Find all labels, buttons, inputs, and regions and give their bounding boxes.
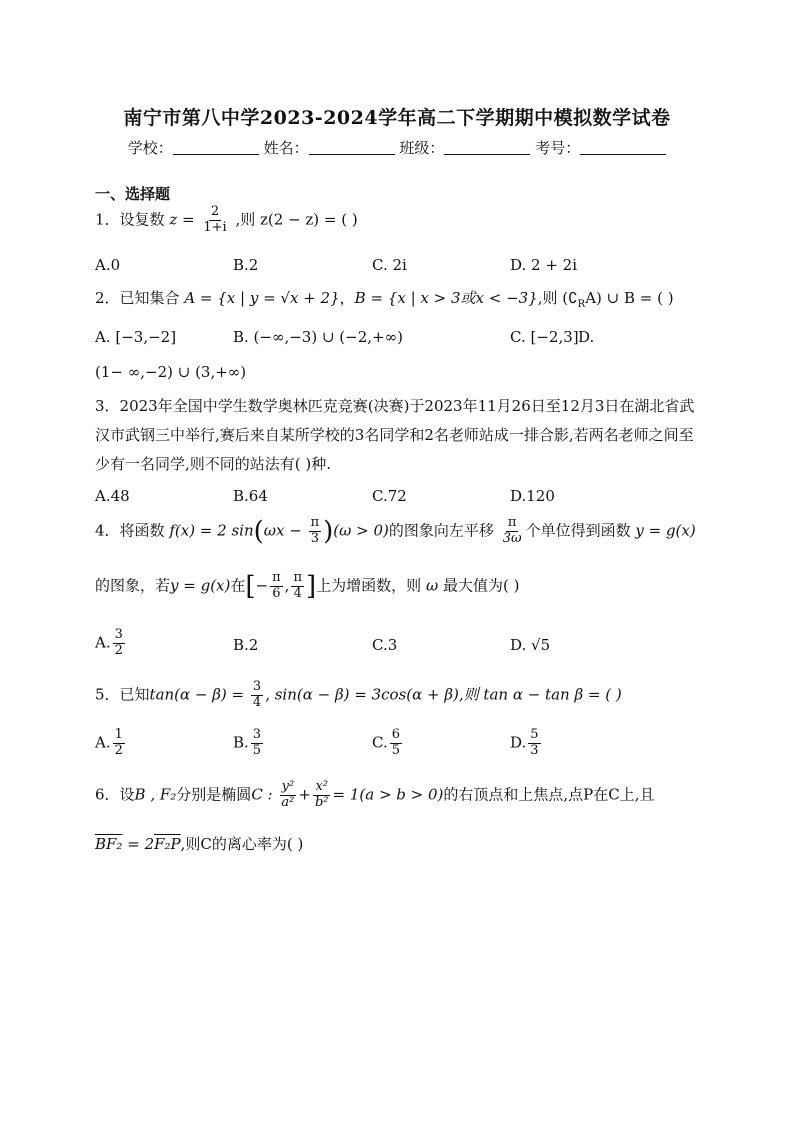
q5-opt-b-den: 5: [252, 742, 262, 758]
q4-p2: 的图象向左平移: [388, 521, 494, 540]
q5-opt-a-frac: [113, 728, 125, 759]
q3-option-a[interactable]: A.48: [95, 487, 130, 505]
q4-line2-b: 在: [230, 576, 246, 595]
q5-den: 4: [252, 694, 262, 710]
q5-opt-d-frac: [528, 728, 540, 759]
q5-opt-c-num: 6: [391, 727, 400, 742]
class-blank[interactable]: [444, 140, 530, 155]
q6-b2: b²: [314, 794, 329, 810]
q4-omega: ω: [425, 576, 439, 595]
q5-option-d[interactable]: [510, 728, 543, 759]
q6-cond: = 1(a > b > 0): [332, 785, 444, 804]
q3-options: [95, 487, 695, 509]
question-5: [95, 680, 622, 711]
q6-b-f2: B , F₂: [134, 785, 177, 804]
q3-option-b[interactable]: B.64: [233, 487, 268, 505]
q5-option-b[interactable]: [233, 728, 265, 759]
school-blank[interactable]: [173, 140, 259, 155]
q5-option-c[interactable]: [372, 728, 404, 759]
q4-opt-a-num: 3: [114, 627, 123, 642]
q2-option-d[interactable]: D.: [578, 328, 595, 346]
q5-opt-a-num: 1: [114, 727, 123, 742]
q5-opt-b-label: B.: [233, 733, 249, 752]
q5-option-a[interactable]: [95, 728, 127, 759]
q5-num: 3: [252, 679, 262, 694]
q5-p3: ,则 tan α − tan β = ( ): [458, 685, 622, 704]
q4-int-b: [291, 571, 304, 602]
q6-vec-f2p: F₂P: [154, 835, 181, 853]
q4-option-c[interactable]: C.3: [372, 636, 398, 654]
q1-options: [95, 256, 695, 278]
q1-prefix: 1．设复数: [95, 210, 165, 229]
q6-p2: 分别是椭圆: [176, 785, 252, 804]
q5-opt-d-label: D.: [510, 733, 527, 752]
question-2: [95, 287, 674, 310]
q5-opt-a-den: 2: [114, 742, 123, 758]
q4-int-a: [270, 571, 283, 602]
q2-set-b: B = {x | x > 3或x < −3}: [354, 289, 538, 307]
question-4-line-1: [95, 516, 696, 547]
question-6-line-2: [95, 833, 303, 854]
question-4-line-2: 的图象，若y = g(x)在[− $\frac{\pi}{6}$ , $\frac{\pi}{4}$ ]上为增函数，则 ω 最大值为( ): [95, 570, 520, 602]
q4-p3: 个单位得到函数: [525, 521, 631, 540]
q5-options: [95, 728, 695, 764]
q4-int-b-den: 4: [293, 585, 302, 601]
q2-text-c: A) ∪ B = ( ): [585, 289, 674, 307]
q5-opt-c-frac: [390, 728, 402, 759]
q4-g: y = g(x): [635, 521, 696, 540]
student-info-row: [0, 137, 794, 158]
q4-opt-a-den: 2: [114, 642, 123, 658]
q6-y-frac: [279, 780, 296, 811]
q5-opt-c-label: C.: [372, 733, 388, 752]
q3-option-c[interactable]: C.72: [372, 487, 407, 505]
q5-opt-c-den: 5: [391, 742, 400, 758]
q4-f-def: f(x) = 2 sin: [169, 521, 254, 540]
q2-option-a[interactable]: A. [−3,−2]: [95, 328, 177, 346]
q1-suffix: ,则 z(2 − z) = ( ): [235, 210, 358, 229]
q4-opt-a-frac: [113, 628, 125, 659]
section-title: 一、选择题: [95, 185, 171, 203]
q4-line2-g: y = g(x): [170, 576, 231, 595]
q4-int-a-den: 6: [272, 585, 281, 601]
q4-int-b-num: π: [293, 570, 302, 585]
q6-p3: 的右顶点和上焦点,点P在C上,且: [443, 785, 655, 804]
q1-option-a[interactable]: A.0: [95, 256, 121, 274]
q6-x2: x²: [315, 779, 328, 794]
q1-z-eq: z =: [169, 210, 195, 229]
name-label: 姓名：: [263, 139, 309, 157]
q4-p1: 4．将函数: [95, 521, 165, 540]
q1-option-c[interactable]: C. 2i: [372, 256, 407, 274]
q6-x-frac: [313, 780, 331, 811]
q2-option-d-cont: (1− ∞,−2) ∪ (3,+∞): [95, 363, 247, 381]
q6-vec-bf2: BF₂: [95, 835, 123, 853]
q2-sub-r: R: [577, 299, 586, 310]
name-blank[interactable]: [309, 140, 395, 155]
q4-pi: π: [310, 515, 320, 530]
q2-set-a: A = {x | y = √x + 2}: [184, 289, 340, 307]
q1-option-d[interactable]: D. 2 + 2i: [510, 256, 578, 274]
q5-opt-b-num: 3: [252, 727, 262, 742]
number-blank[interactable]: [580, 140, 666, 155]
q4-open-bracket: [: [245, 571, 256, 602]
q4-close-paren: ): [323, 516, 334, 547]
q6-p1: 6．设: [95, 785, 135, 804]
q4-cond: (ω > 0): [333, 521, 389, 540]
q5-tan: tan(α − β) =: [149, 685, 245, 704]
number-label: 考号：: [535, 139, 581, 157]
q5-opt-a-label: A.: [95, 733, 111, 752]
question-6-line-1: [95, 780, 655, 811]
q5-fraction: [251, 680, 263, 711]
q4-line2-a: 的图象，若: [95, 576, 171, 595]
q4-open-paren: (: [253, 516, 264, 547]
q4-line2-c: 上为增函数，则: [316, 576, 422, 595]
q4-close-bracket: ]: [306, 571, 317, 602]
question-3: 3．2023年全国中学生数学奥林匹克竞赛(决赛)于2023年11月26日至12月3日在湖北省武汉市武钢三中举行,赛后来自某所学校的3名同学和2名老师站成一排合影,若两名老师之间至少有一名同学,则不同的站法有( )种.: [95, 397, 695, 473]
q5-p2: , sin(α − β) = 3cos(α + β): [265, 685, 459, 704]
q4-line2-d: 最大值为( ): [442, 576, 520, 595]
q6-plus: +: [298, 785, 311, 804]
school-label: 学校：: [127, 139, 173, 157]
q4-opt-a-label: A.: [95, 633, 111, 652]
q6-c-label: C :: [251, 785, 273, 804]
q4-shift-num: π: [507, 515, 517, 530]
q4-minus: −: [255, 576, 269, 595]
q4-int-a-num: π: [272, 570, 281, 585]
q6-a2: a²: [281, 794, 295, 810]
q2-options: [95, 328, 695, 350]
q2-comma: ，: [339, 289, 355, 307]
q1-frac-den: 1+i: [203, 219, 227, 235]
q5-opt-d-den: 3: [530, 742, 539, 758]
q1-fraction: [201, 205, 228, 236]
q2-option-b[interactable]: B. (−∞,−3) ∪ (−2,+∞): [233, 328, 403, 346]
q6-y2: y²: [281, 779, 295, 794]
q6-eq2: = 2: [127, 835, 155, 853]
q2-option-c[interactable]: C. [−2,3]: [510, 328, 579, 346]
q4-option-b[interactable]: B.2: [233, 636, 259, 654]
class-label: 班级：: [399, 139, 445, 157]
q2-text-b: ,则 (∁: [537, 289, 578, 307]
q4-shift-fraction: [501, 516, 524, 547]
q1-frac-num: 2: [210, 204, 220, 219]
q4-options: [95, 628, 695, 664]
q4-shift-den: 3ω: [502, 530, 522, 546]
q2-text-a: 2．已知集合: [95, 289, 180, 307]
q4-three: 3: [310, 530, 319, 546]
q4-option-a[interactable]: [95, 628, 127, 659]
q6-p4: ,则C的离心率为( ): [180, 835, 304, 853]
q5-p1: 5．已知: [95, 685, 150, 704]
q1-option-b[interactable]: B.2: [233, 256, 259, 274]
q4-inner-a: ωx −: [263, 521, 302, 540]
q3-option-d[interactable]: D.120: [510, 487, 555, 505]
q4-option-d[interactable]: D. √5: [510, 636, 551, 654]
exam-title: 南宁市第八中学2023-2024学年高二下学期期中模拟数学试卷: [123, 107, 671, 129]
q5-opt-b-frac: [251, 728, 263, 759]
question-1: [95, 205, 358, 236]
q4-pi-over-3: [309, 516, 322, 547]
q5-opt-d-num: 5: [530, 727, 539, 742]
